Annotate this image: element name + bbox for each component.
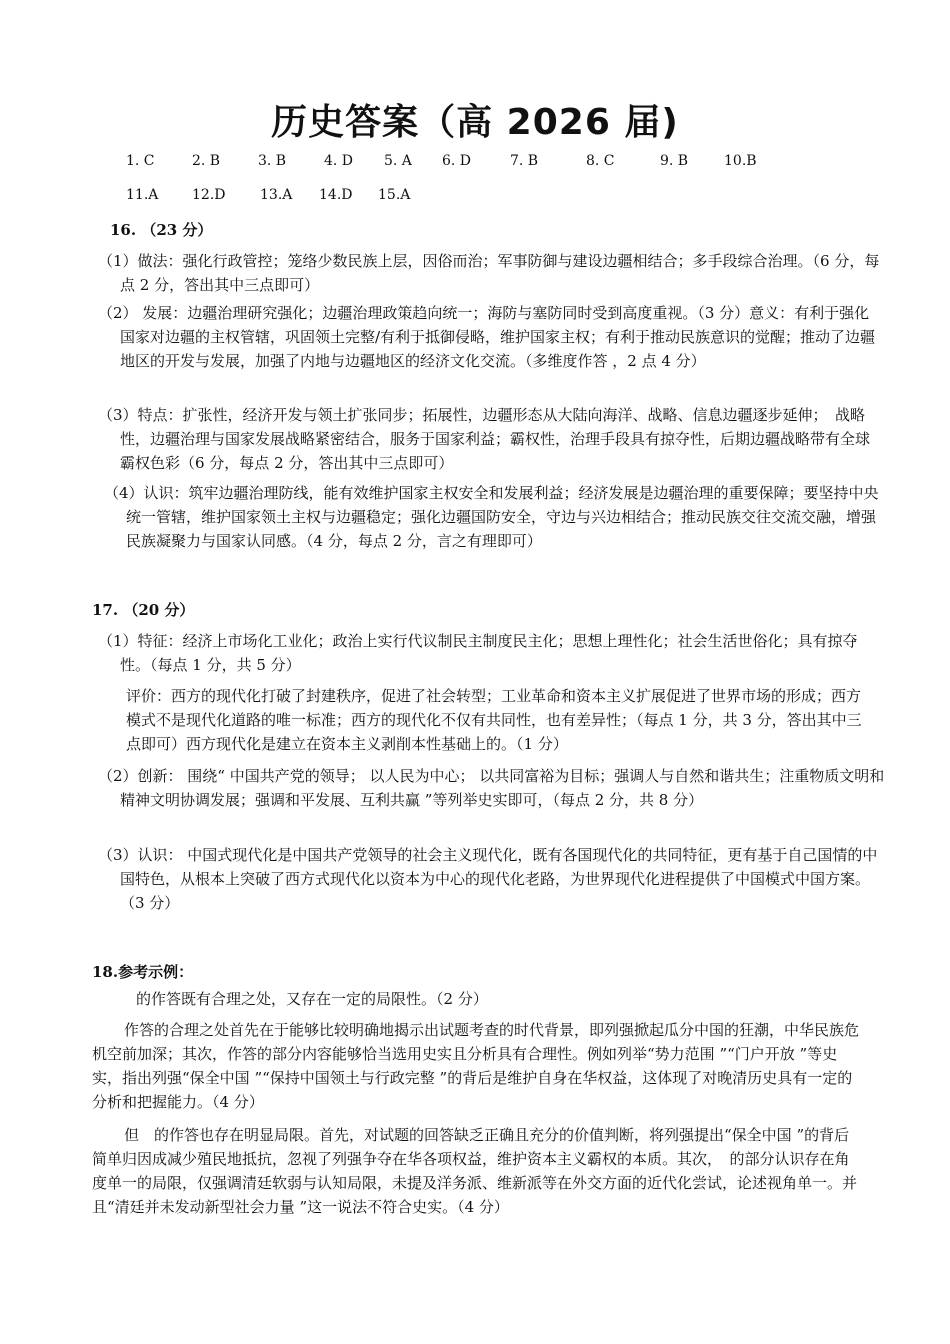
answer-item: 8. C — [586, 153, 615, 169]
answer-item: 2. B — [192, 153, 221, 169]
answer-key-row-2 — [126, 187, 428, 203]
answer-key-row-1 — [126, 153, 774, 169]
q17-heading: 17. （20 分） — [92, 601, 195, 619]
answer-item: 11.A — [126, 187, 159, 203]
q18-paragraph-1: 的作答既有合理之处，又存在一定的局限性。（2 分） — [136, 990, 488, 1008]
answer-item: 15.A — [378, 187, 411, 203]
q16-heading: 16. （23 分） — [110, 221, 213, 239]
q17-part-1: （1）特征：经济上市场化工业化；政治上实行代议制民主制度民主化；思想上理性化；社会生活世俗化；具有掠夺性。（每点 1 分，共 5 分） — [98, 632, 858, 674]
page-title: 历史答案（高 2026 届) — [271, 102, 679, 143]
answer-item: 10.B — [724, 153, 757, 169]
answer-item: 5. A — [384, 153, 412, 169]
q17-part-1-evaluation: 评价：西方的现代化打破了封建秩序，促进了社会转型；工业革命和资本主义扩展促进了世界市场的形成；西方模式不是现代化道路的唯一标准；西方的现代化不仅有共同性，也有差异性；（每点 1 分，共 3 分，答出其中三点即可）西方现代化是建立在资本主义剥削本性基础上的。（1 分） — [126, 687, 862, 753]
q18-paragraph-2: 作答的合理之处首先在于能够比较明确地揭示出试题考查的时代背景，即列强掀起瓜分中国的狂潮，中华民族危机空前加深；其次，作答的部分内容能够恰当选用史实且分析具有合理性。例如列举“势力范围 ”“门户开放 ”等史实，指出列强“保全中国 ”“保持中国领土与行政完整 ”的背后是维护自身在华权益，这体现了对晚清历史具有一定的分析和把握能力。（4 分） — [92, 1021, 860, 1111]
q17-part-3: （3）认识： 中国式现代化是中国共产党领导的社会主义现代化，既有各国现代化的共同特征，更有基于自己国情的中国特色，从根本上突破了西方式现代化以资本为中心的现代化老路，为世界现代化进程提供了中国模式中国方案。（3 分） — [98, 846, 878, 912]
answer-item: 1. C — [126, 153, 155, 169]
q17-part-2: （2）创新： 围绕“ 中国共产党的领导； 以人民为中心； 以共同富裕为目标；强调人与自然和谐共生；注重物质文明和精神文明协调发展；强调和平发展、互利共赢 ”等列举史实即可，（每点 2 分，共 8 分） — [98, 767, 885, 809]
answer-item: 4. D — [324, 153, 354, 169]
answer-item: 12.D — [192, 187, 226, 203]
answer-item: 6. D — [442, 153, 472, 169]
answer-item: 14.D — [319, 187, 353, 203]
q16-part-1: （1）做法：强化行政管控；笼络少数民族上层，因俗而治；军事防御与建设边疆相结合；多手段综合治理。（6 分，每点 2 分，答出其中三点即可） — [98, 252, 880, 294]
answer-item: 3. B — [258, 153, 287, 169]
q16-part-2: （2） 发展：边疆治理研究强化；边疆治理政策趋向统一；海防与塞防同时受到高度重视。（3 分）意义：有利于强化国家对边疆的主权管辖，巩固领土完整/有利于抵御侵略，维护国家主权；有利于推动民族意识的觉醒；推动了边疆地区的开发与发展，加强了内地与边疆地区的经济文化交流。（多维度作答 ，2 点 4 分） — [98, 304, 876, 370]
answer-item: 13.A — [260, 187, 293, 203]
q18-heading: 18.参考示例： — [92, 963, 194, 981]
q16-part-4: （4）认识：筑牢边疆治理防线，能有效维护国家主权安全和发展利益；经济发展是边疆治理的重要保障；要坚持中央统一管辖，维护国家领土主权与边疆稳定；强化边疆国防安全，守边与兴边相结合；推动民族交往交流交融，增强民族凝聚力与国家认同感。（4 分，每点 2 分，言之有理即可） — [104, 484, 879, 550]
answer-item: 9. B — [660, 153, 689, 169]
q16-part-3: （3）特点：扩张性，经济开发与领土扩张同步；拓展性，边疆形态从大陆向海洋、战略、信息边疆逐步延伸； 战略性，边疆治理与国家发展战略紧密结合，服务于国家利益；霸权性，治理手段具有掠夺性，后期边疆战略带有全球霸权色彩（6 分，每点 2 分，答出其中三点即可） — [98, 406, 871, 472]
q18-paragraph-3: 但 的作答也存在明显局限。首先，对试题的回答缺乏正确且充分的价值判断，将列强提出“保全中国 ”的背后简单归因成减少殖民地抵抗，忽视了列强争夺在华各项权益，维护资本主义霸权的本质。其次， 的部分认识存在角度单一的局限，仅强调清廷软弱与认知局限，未提及洋务派、维新派等在外交方面的近代化尝试，论述视角单一。并且“清廷并未发动新型社会力量 ”这一说法不符合史实。（4 分） — [92, 1126, 858, 1216]
answer-item: 7. B — [510, 153, 539, 169]
